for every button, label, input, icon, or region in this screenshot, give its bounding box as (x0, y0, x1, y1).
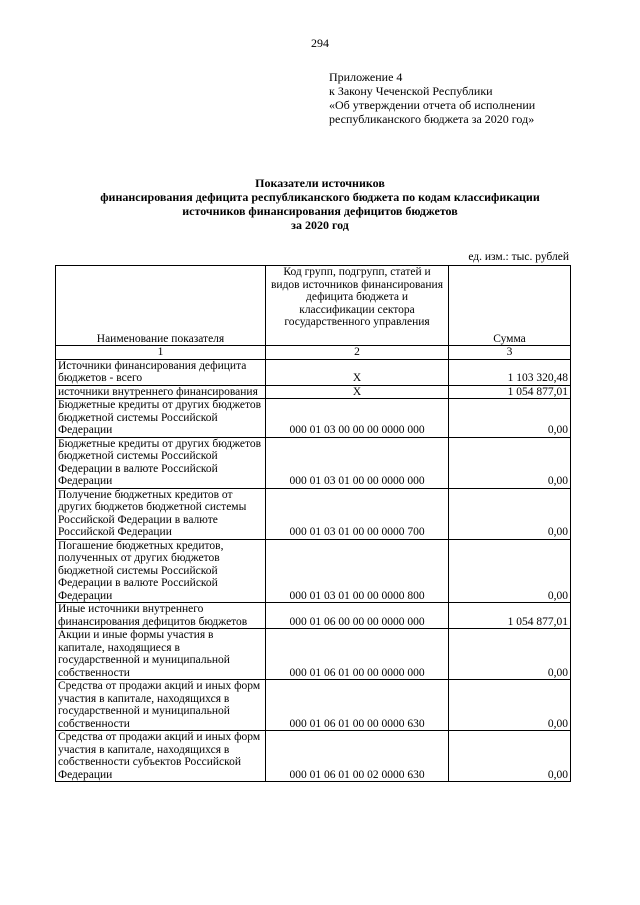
row-sum-cell: 0,00 (449, 399, 571, 438)
row-sum-cell: 0,00 (449, 437, 571, 488)
row-name-cell: Бюджетные кредиты от других бюджетов бюджетной системы Российской Федерации (56, 399, 266, 438)
row-sum-cell: 1 054 877,01 (449, 385, 571, 399)
row-sum-cell: 0,00 (449, 731, 571, 782)
row-name-cell: Средства от продажи акций и иных форм участия в капитале, находящихся в собственности субъектов Российской Федерации (56, 731, 266, 782)
table-row (56, 359, 571, 385)
title-line: за 2020 год (291, 218, 349, 232)
title-line: финансирования дефицита республиканского бюджета по кодам классификации (100, 190, 540, 204)
row-sum-cell: 0,00 (449, 629, 571, 680)
table-row (56, 629, 571, 680)
row-sum-cell: 0,00 (449, 539, 571, 603)
row-name-cell: Бюджетные кредиты от других бюджетов бюджетной системы Российской Федерации в валюте Российской Федерации (56, 437, 266, 488)
row-code-cell: 000 01 03 00 00 00 0000 000 (266, 399, 449, 438)
row-code-cell: 000 01 03 01 00 00 0000 700 (266, 488, 449, 539)
document-title (0, 176, 640, 232)
header-sum: Сумма (449, 266, 571, 346)
appendix-line: Приложение 4 (329, 70, 403, 84)
title-line: источников финансирования дефицитов бюджетов (182, 204, 458, 218)
row-sum-cell: 0,00 (449, 680, 571, 731)
row-name-cell: Получение бюджетных кредитов от других бюджетов бюджетной системы Российской Федерации в валюте Российской Федерации (56, 488, 266, 539)
table-row (56, 539, 571, 603)
row-sum-cell: 0,00 (449, 488, 571, 539)
table-row (56, 488, 571, 539)
row-code-cell: X (266, 359, 449, 385)
table-row (56, 731, 571, 782)
units-label: ед. изм.: тыс. рублей (468, 251, 569, 263)
table-row (56, 385, 571, 399)
row-name-cell: Погашение бюджетных кредитов, полученных от других бюджетов бюджетной системы Российской Федерации в валюте Российской Федерации (56, 539, 266, 603)
header-code: Код групп, подгрупп, статей и видов источников финансирования дефицита бюджета и классификации сектора государственного управления (266, 266, 449, 346)
table-row (56, 680, 571, 731)
row-name-cell: Акции и иные формы участия в капитале, находящиеся в государственной и муниципальной собственности (56, 629, 266, 680)
table-header-row (56, 266, 571, 346)
row-sum-cell: 1 103 320,48 (449, 359, 571, 385)
row-name-cell: Средства от продажи акций и иных форм участия в капитале, находящихся в государственной и муниципальной собственности (56, 680, 266, 731)
column-number-row (56, 346, 571, 360)
column-number: 3 (449, 346, 571, 360)
row-code-cell: 000 01 06 01 00 00 0000 630 (266, 680, 449, 731)
row-code-cell: 000 01 06 01 00 02 0000 630 (266, 731, 449, 782)
row-code-cell: 000 01 06 01 00 00 0000 000 (266, 629, 449, 680)
title-line: Показатели источников (255, 176, 385, 190)
row-code-cell: X (266, 385, 449, 399)
page-number: 294 (311, 36, 329, 50)
header-name: Наименование показателя (56, 266, 266, 346)
table-row (56, 603, 571, 629)
column-number: 1 (56, 346, 266, 360)
appendix-line: республиканского бюджета за 2020 год» (329, 112, 535, 126)
row-code-cell: 000 01 06 00 00 00 0000 000 (266, 603, 449, 629)
column-number: 2 (266, 346, 449, 360)
table-row (56, 399, 571, 438)
row-code-cell: 000 01 03 01 00 00 0000 000 (266, 437, 449, 488)
budget-table (55, 265, 571, 782)
appendix-line: «Об утверждении отчета об исполнении (329, 98, 536, 112)
table-row (56, 437, 571, 488)
row-name-cell: Иные источники внутреннего финансирования дефицитов бюджетов (56, 603, 266, 629)
row-name-cell: источники внутреннего финансирования (56, 385, 266, 399)
appendix-note (329, 70, 535, 126)
appendix-line: к Закону Чеченской Республики (329, 84, 493, 98)
row-name-cell: Источники финансирования дефицита бюджетов - всего (56, 359, 266, 385)
row-sum-cell: 1 054 877,01 (449, 603, 571, 629)
row-code-cell: 000 01 03 01 00 00 0000 800 (266, 539, 449, 603)
